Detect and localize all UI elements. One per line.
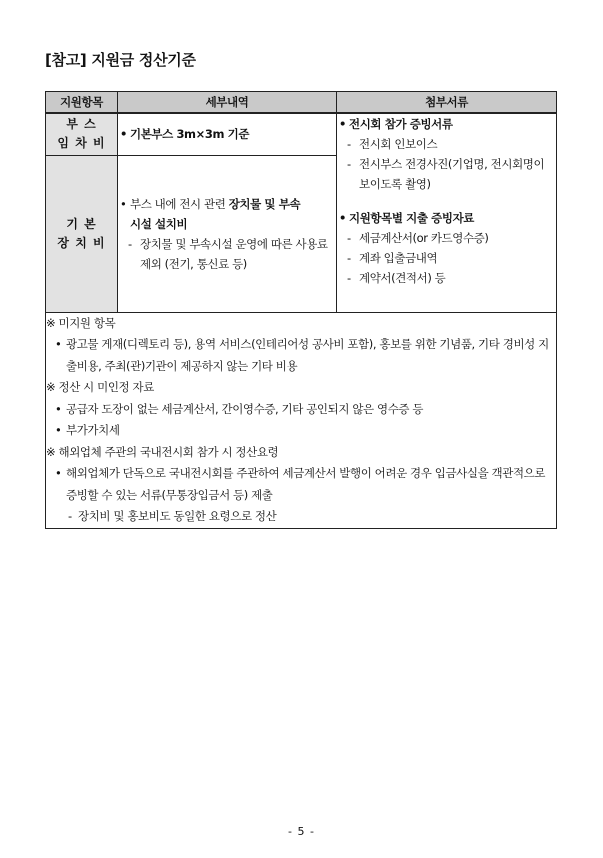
detail-text: 부스 내에 전시 관련 xyxy=(130,196,229,211)
docs-group1-title: • 전시회 참가 증빙서류 xyxy=(337,114,556,134)
category-line: 부 스 xyxy=(66,117,97,132)
note-heading: ※ 미지원 항목 xyxy=(46,315,116,330)
docs-item: - 전시회 인보이스 xyxy=(337,134,556,154)
category-line: 임 차 비 xyxy=(57,136,106,151)
note-dash: - 장치비 및 홍보비도 동일한 요령으로 정산 xyxy=(46,506,556,528)
note-bullet: • 부가가치세 xyxy=(46,420,556,442)
header-support-item: 지원항목 xyxy=(46,92,118,114)
table-header-row xyxy=(46,92,557,114)
docs-item: - 세금계산서(or 카드영수증) xyxy=(337,228,556,248)
detail-bullet xyxy=(118,194,336,234)
table-notes-row xyxy=(46,312,557,528)
header-attachments: 첨부서류 xyxy=(337,92,557,114)
notes-cell xyxy=(46,312,557,528)
note-bullet: • 공급자 도장이 없는 세금계산서, 간이영수증, 기타 공인되지 않은 영수증 등 xyxy=(46,399,556,421)
detail-dash: - 장치물 및 부속시설 운영에 따른 사용료 제외 (전기, 통신료 등) xyxy=(118,234,336,274)
table-row-booth-rent xyxy=(46,113,557,155)
category-booth-rent xyxy=(46,113,118,155)
header-details: 세부내역 xyxy=(118,92,337,114)
settlement-table xyxy=(45,91,557,529)
page-title: [참고] 지원금 정산기준 xyxy=(45,51,196,69)
detail-bold-text: 시설 설치비 xyxy=(130,216,188,231)
page-number: - 5 - xyxy=(288,825,315,838)
detail-bold-text: 장치물 및 부속 xyxy=(228,196,301,211)
note-bullet: • 광고물 게재(디렉토리 등), 용역 서비스(인테리어성 공사비 포함), 홍보를 위한 기념품, 기타 경비성 지출비용, 주최(관)기관이 제공하지 않는 기타 비용 xyxy=(46,334,556,377)
note-heading: ※ 정산 시 미인정 자료 xyxy=(46,380,154,394)
detail-basic-fixtures xyxy=(118,155,337,312)
attachment-docs xyxy=(337,113,557,312)
detail-bullet: • 기본부스 3m×3m 기준 xyxy=(118,124,336,144)
category-line: 장 치 비 xyxy=(57,235,106,250)
category-line: 기 본 xyxy=(66,216,97,231)
docs-item: - 계좌 입출금내역 xyxy=(337,248,556,268)
docs-item: - 전시부스 전경사진(기업명, 전시회명이 보이도록 촬영) xyxy=(337,154,556,194)
detail-booth-rent xyxy=(118,113,337,155)
note-heading: ※ 해외업체 주관의 국내전시회 참가 시 정산요령 xyxy=(46,444,279,459)
docs-group2-title: • 지원항목별 지출 증빙자료 xyxy=(337,208,556,228)
note-bullet: • 해외업체가 단독으로 국내전시회를 주관하여 세금계산서 발행이 어려운 경우 입금사실을 객관적으로 증빙할 수 있는 서류(무통장입금서 등) 제출 xyxy=(46,463,556,506)
category-basic-fixtures xyxy=(46,155,118,312)
docs-item: - 계약서(견적서) 등 xyxy=(337,268,556,288)
